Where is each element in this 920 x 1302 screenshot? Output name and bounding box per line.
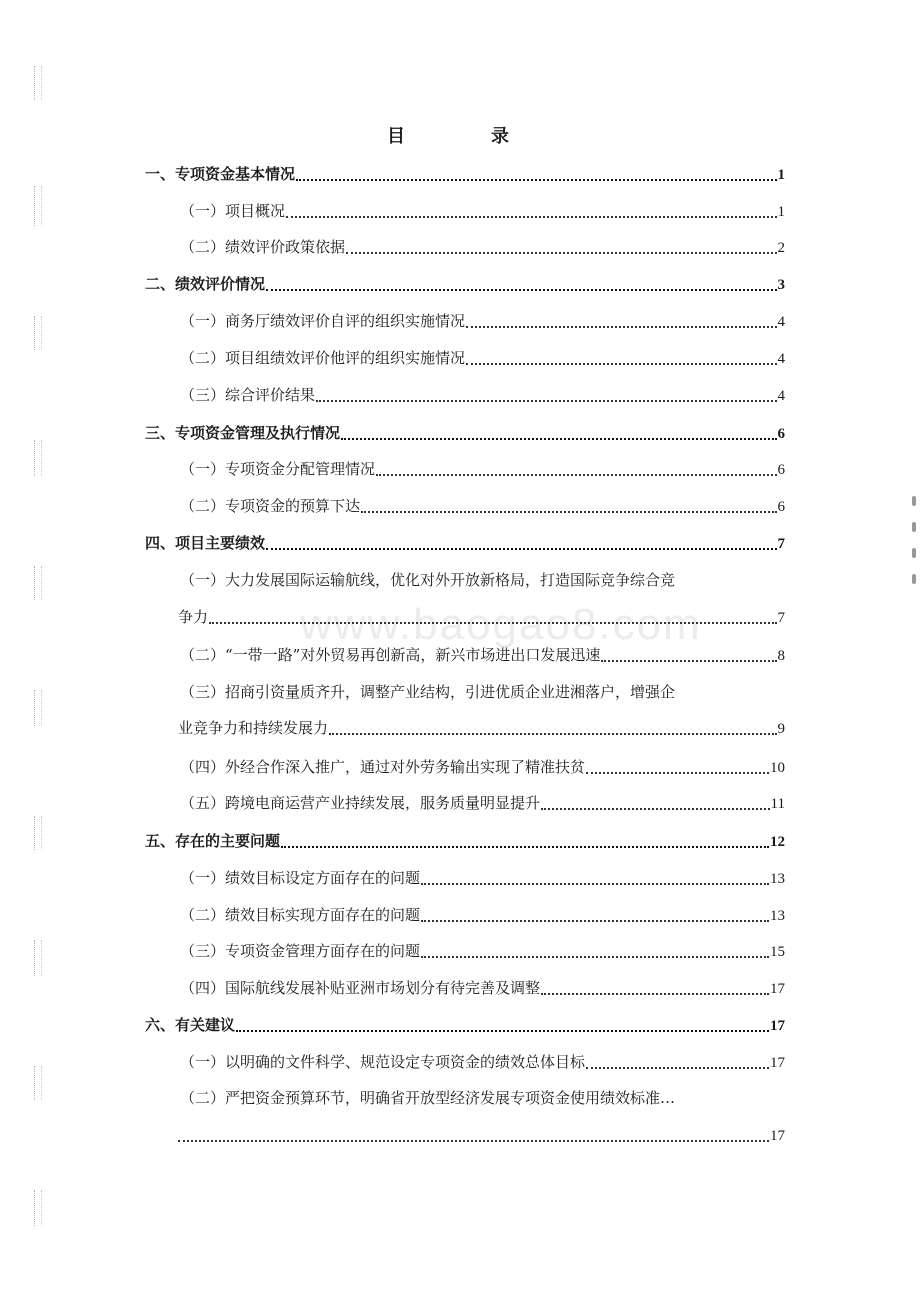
binding-mark [34,316,42,350]
toc-entry-4-4[interactable]: （四）外经合作深入推广，通过对外劳务输出实现了精准扶贫 10 [180,758,785,776]
watermark: www.baogao8.com [300,600,702,649]
toc-entry-4-3-line1[interactable]: （三）招商引资量质齐升，调整产业结构，引进优质企业进湘落户，增强企 [180,683,676,701]
edge-mark [912,496,916,506]
binding-mark [34,1066,42,1100]
toc-entry-2-3[interactable]: （三）综合评价结果 4 [180,386,785,404]
toc-entry-4-5[interactable]: （五）跨境电商运营产业持续发展，服务质量明显提升 11 [180,794,785,812]
page-title: 目 录 [387,126,543,147]
toc-entry-4-1-line2[interactable]: 争力 7 [178,608,785,626]
toc-entry-5[interactable]: 五、存在的主要问题 12 [145,832,785,850]
binding-mark [34,440,42,476]
toc-entry-3[interactable]: 三、专项资金管理及执行情况 6 [145,424,785,442]
binding-mark [34,186,42,226]
toc-entry-2-1[interactable]: （一）商务厅绩效评价自评的组织实施情况 4 [180,312,785,330]
toc-entry-6-1[interactable]: （一）以明确的文件科学、规范设定专项资金的绩效总体目标 17 [180,1053,785,1071]
binding-mark [34,816,42,850]
binding-mark [34,940,42,976]
toc-entry-5-2[interactable]: （二）绩效目标实现方面存在的问题 13 [180,906,785,924]
toc-entry-3-2[interactable]: （二）专项资金的预算下达 6 [180,497,785,515]
edge-mark [912,548,916,558]
toc-entry-4-3-line2[interactable]: 业竞争力和持续发展力 9 [178,719,785,737]
toc-entry-6[interactable]: 六、有关建议 17 [145,1016,785,1034]
toc-entry-5-1[interactable]: （一）绩效目标设定方面存在的问题 13 [180,869,785,887]
toc-entry-2[interactable]: 二、绩效评价情况 3 [145,275,785,293]
toc-entry-6-2-line2[interactable]: 17 [178,1126,785,1146]
toc-entry-4-2[interactable]: （二）“一带一路”对外贸易再创新高，新兴市场进出口发展迅速 8 [180,646,785,664]
toc-entry-4-1-line1[interactable]: （一）大力发展国际运输航线，优化对外开放新格局，打造国际竞争综合竞 [180,571,676,589]
edge-mark [912,522,916,532]
toc-entry-3-1[interactable]: （一）专项资金分配管理情况 6 [180,460,785,478]
toc-entry-2-2[interactable]: （二）项目组绩效评价他评的组织实施情况 4 [180,349,785,367]
toc-entry-4[interactable]: 四、项目主要绩效 7 [145,534,785,552]
edge-mark [912,574,916,584]
toc-entry-1[interactable]: 一、专项资金基本情况 1 [145,165,785,183]
binding-mark [34,66,42,100]
toc-entry-1-2[interactable]: （二）绩效评价政策依据 2 [180,238,785,256]
binding-mark [34,690,42,726]
toc-entry-1-1[interactable]: （一）项目概况 1 [180,202,785,220]
toc-entry-5-4[interactable]: （四）国际航线发展补贴亚洲市场划分有待完善及调整 17 [180,979,785,997]
toc-entry-6-2-line1[interactable]: （二）严把资金预算环节，明确省开放型经济发展专项资金使用绩效标准… [180,1089,676,1107]
binding-mark [34,1190,42,1226]
toc-entry-5-3[interactable]: （三）专项资金管理方面存在的问题 15 [180,942,785,960]
binding-mark [34,566,42,600]
